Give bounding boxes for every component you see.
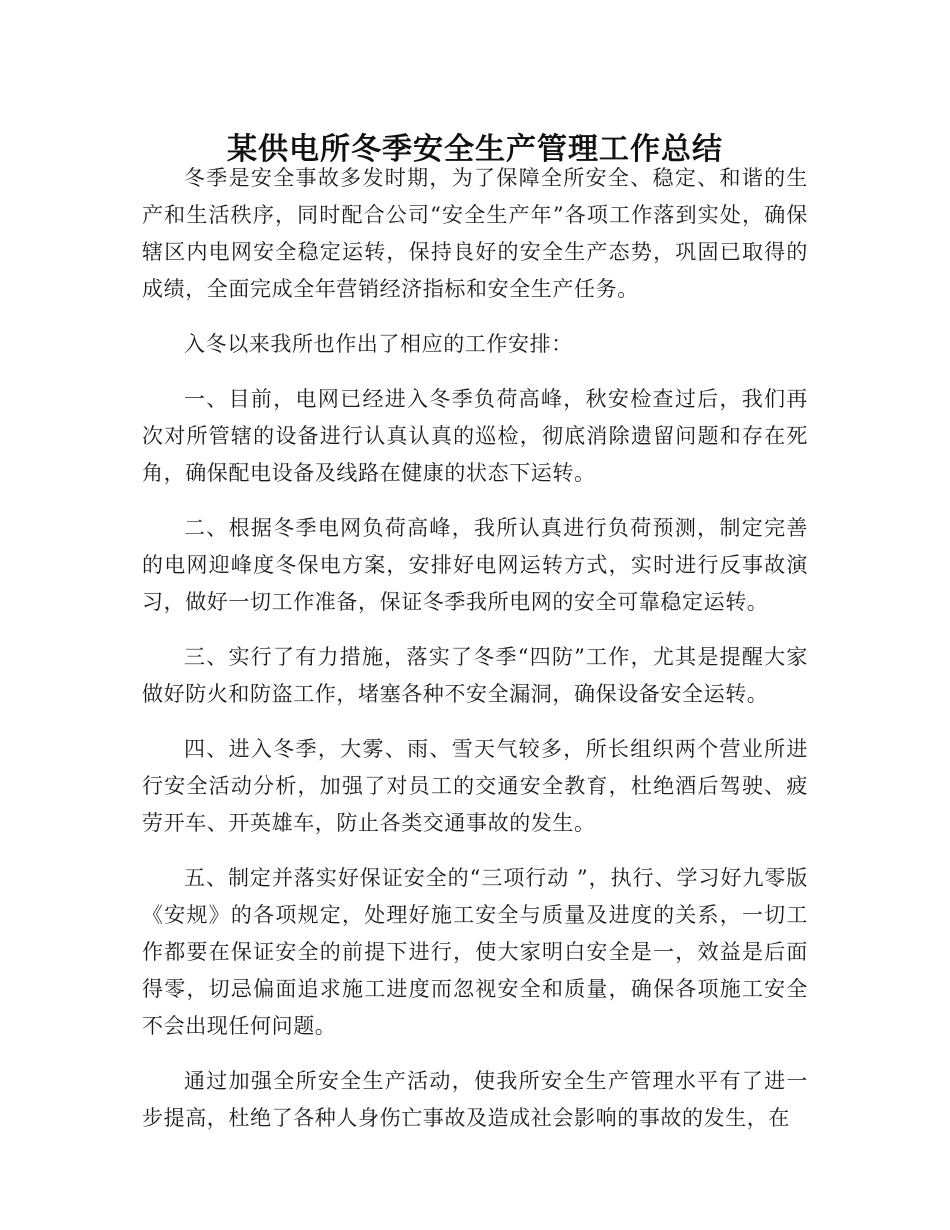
paragraph-conclusion: 通过加强全所安全生产活动，使我所安全生产管理水平有了进一步提高，杜绝了各种人身伤亡事故及造成社会影响的事故的发生，在 [142, 1069, 808, 1130]
paragraph-item-3: 三、实行了有力措施，落实了冬季“四防”工作，尤其是提醒大家做好防火和防盗工作，堵塞各种不安全漏洞，确保设备安全运转。 [142, 645, 808, 706]
document-page [142, 0, 808, 1230]
paragraph-arrangement-lead: 入冬以来我所也作出了相应的工作安排： [184, 332, 573, 356]
paragraph-item-5: 五、制定并落实好保证安全的“三项行动 ”，执行、学习好九零版《安规》的各项规定，处理好施工安全与质量及进度的关系，一切工作都要在保证安全的前提下进行，使大家明白安全是一，效益是后面得零，切忌偏面追求施工进度而忽视安全和质量，确保各项施工安全不会出现任何问题。 [142, 866, 808, 1038]
paragraph-item-1: 一、目前，电网已经进入冬季负荷高峰，秋安检查过后，我们再次对所管辖的设备进行认真认真的巡检，彻底消除遗留问题和存在死角，确保配电设备及线路在健康的状态下运转。 [142, 387, 808, 485]
document-title: 某供电所冬季安全生产管理工作总结 [227, 132, 723, 168]
paragraph-item-4: 四、进入冬季，大雾、雨、雪天气较多，所长组织两个营业所进行安全活动分析，加强了对员工的交通安全教育，杜绝酒后驾驶、疲劳开车、开英雄车，防止各类交通事故的发生。 [142, 737, 808, 835]
paragraph-item-2: 二、根据冬季电网负荷高峰，我所认真进行负荷预测，制定完善的电网迎峰度冬保电方案，安排好电网运转方式，实时进行反事故演习，做好一切工作准备，保证冬季我所电网的安全可靠稳定运转。 [142, 516, 808, 614]
document-body [142, 160, 808, 1155]
paragraph-intro: 冬季是安全事故多发时期，为了保障全所安全、稳定、和谐的生产和生活秩序，同时配合公司“安全生产年”各项工作落到实处，确保辖区内电网安全稳定运转，保持良好的安全生产态势，巩固已取得的成绩，全面完成全年营销经济指标和安全生产任务。 [142, 166, 808, 301]
